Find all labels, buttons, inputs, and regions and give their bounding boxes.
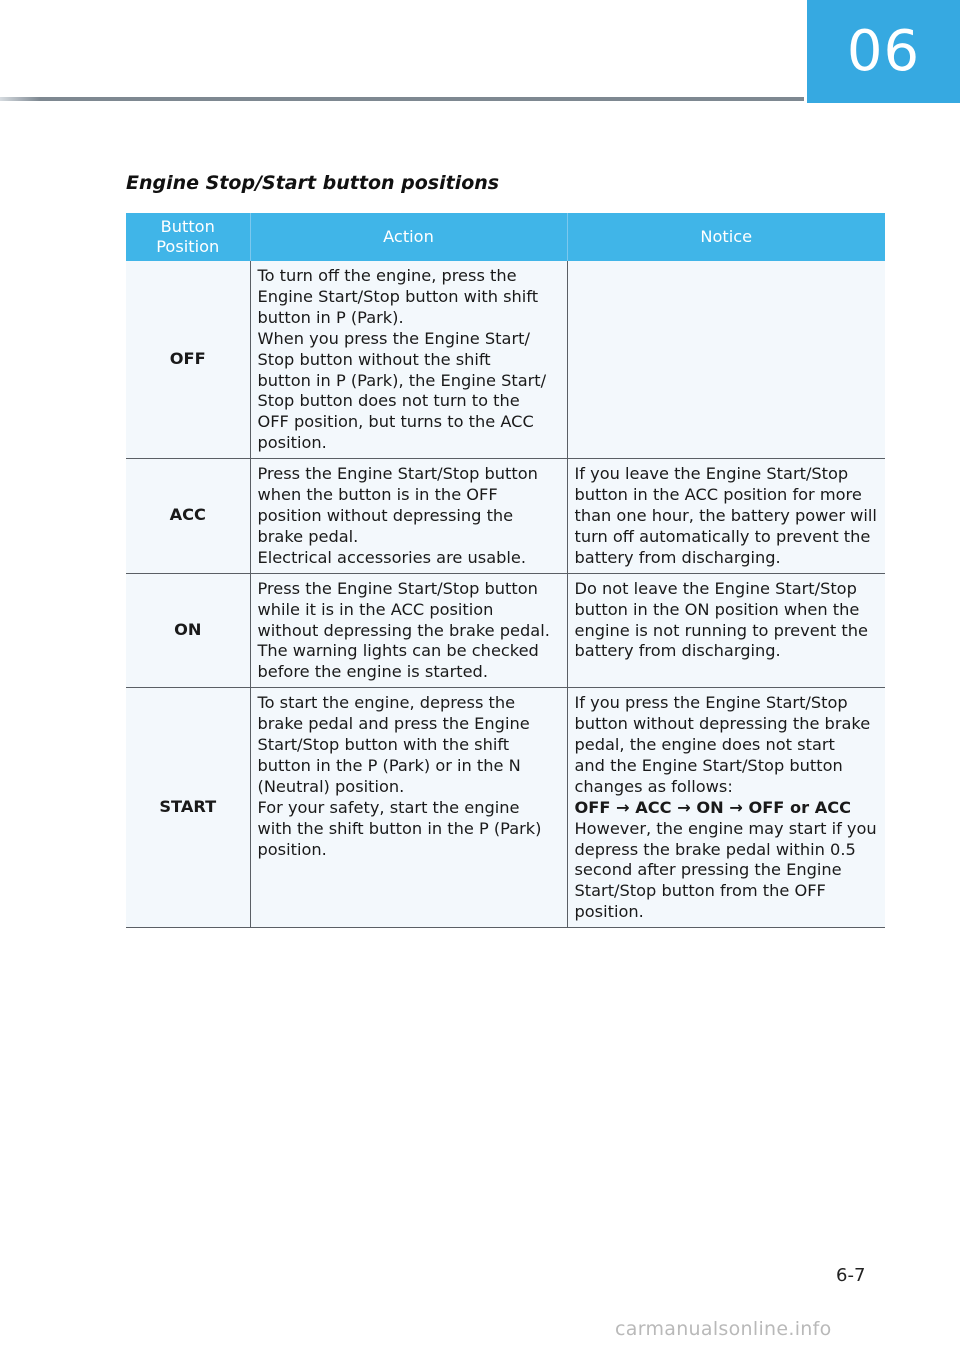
action-cell: Press the Engine Start/Stop button when the button is in the OFF position without depressing the brake pedal. Electrical accessories are usable. [250,459,567,574]
watermark: carmanualsonline.info [615,1318,832,1340]
position-cell: ACC [126,459,250,574]
position-cell: OFF [126,261,250,459]
section-title: Engine Stop/Start button positions [126,172,500,194]
action-cell: Press the Engine Start/Stop button while it is in the ACC position without depressing the brake pedal. The warning lights can be checked before the engine is started. [250,573,567,688]
notice-cell [567,261,885,459]
header-rule [0,97,804,101]
button-state-sequence: OFF → ACC → ON → OFF or ACC [574,797,852,817]
action-cell: To turn off the engine, press the Engine Start/Stop button with shift button in P (Park). When you press the Engine Start/ Stop button without the shift button in P (Park), the Engine Start/ Stop button does not turn to the OFF position, but turns to the ACC position. [250,261,567,459]
table-row-start [126,688,885,928]
button-positions-table [126,213,885,928]
notice-followup: However, the engine may start if you depress the brake pedal within 0.5 second after pressing the Engine Start/Stop button from the OFF position. [574,818,877,922]
header-action: Action [250,213,567,261]
table-row-off [126,261,885,459]
position-cell: ON [126,573,250,688]
notice-cell [567,688,885,928]
chapter-tab [807,0,960,103]
table-row-acc [126,459,885,574]
notice-cell: If you leave the Engine Start/Stop button in the ACC position for more than one hour, the battery power will turn off automatically to prevent the battery from discharging. [567,459,885,574]
notice-cell: Do not leave the Engine Start/Stop button in the ON position when the engine is not running to prevent the battery from discharging. [567,573,885,688]
position-cell: START [126,688,250,928]
table-row-on [126,573,885,688]
chapter-number: 06 [846,19,921,84]
action-cell: To start the engine, depress the brake pedal and press the Engine Start/Stop button with the shift button in the P (Park) or in the N (Neutral) position. For your safety, start the engine with the shift button in the P (Park) position. [250,688,567,928]
page-number: 6-7 [836,1265,866,1286]
header-button-position: Button Position [126,213,250,261]
notice-intro: If you press the Engine Start/Stop button without depressing the brake pedal, the engine does not start and the Engine Start/Stop button changes as follows: [574,693,871,796]
header-notice: Notice [567,213,885,261]
table-header-row [126,213,885,261]
